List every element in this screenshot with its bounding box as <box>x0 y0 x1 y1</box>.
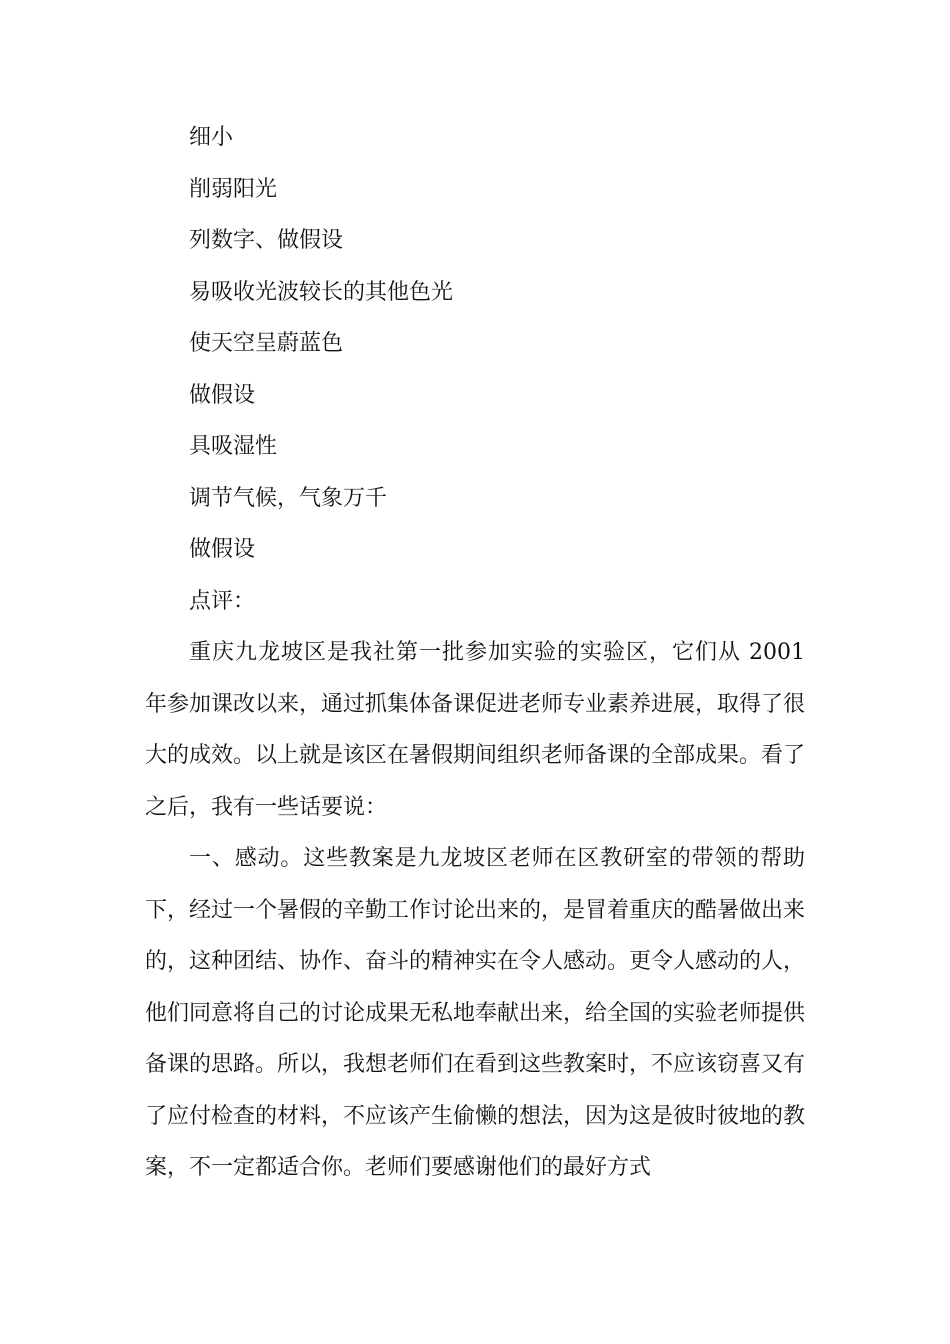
body-paragraph: 重庆九龙坡区是我社第一批参加实验的实验区，它们从 2001 年参加课改以来，通过抓集体备课促进老师专业素养进展，取得了很大的成效。以上就是该区在暑假期间组织老师备课的全部成果。看了之后，我有一些话要说： <box>145 640 806 820</box>
text-line: 细小 <box>189 125 234 150</box>
document-body <box>145 112 805 1194</box>
text-line: 列数字、做假设 <box>189 228 344 253</box>
text-line: 做假设 <box>189 537 256 562</box>
commentary-heading: 点评： <box>189 588 256 614</box>
text-line: 易吸收光波较长的其他色光 <box>189 279 454 305</box>
text-line: 做假设 <box>189 382 256 408</box>
text-line: 具吸湿性 <box>189 434 278 459</box>
text-line: 使天空呈蔚蓝色 <box>189 331 344 356</box>
body-paragraph: 一、感动。这些教案是九龙坡区老师在区教研室的带领的帮助下，经过一个暑假的辛勤工作讨论出来的，是冒着重庆的酷暑做出来的，这种团结、协作、奋斗的精神实在令人感动。更令人感动的人，他们同意将自己的讨论成果无私地奉献出来，给全国的实验老师提供备课的思路。所以，我想老师们在看到这些教案时，不应该窃喜又有了应付检查的材料，不应该产生偷懒的想法，因为这是彼时彼地的教案，不一定都适合你。老师们要感谢他们的最好方式 <box>145 846 806 1180</box>
text-line: 调节气候，气象万千 <box>189 485 388 511</box>
text-line: 削弱阳光 <box>189 176 278 202</box>
